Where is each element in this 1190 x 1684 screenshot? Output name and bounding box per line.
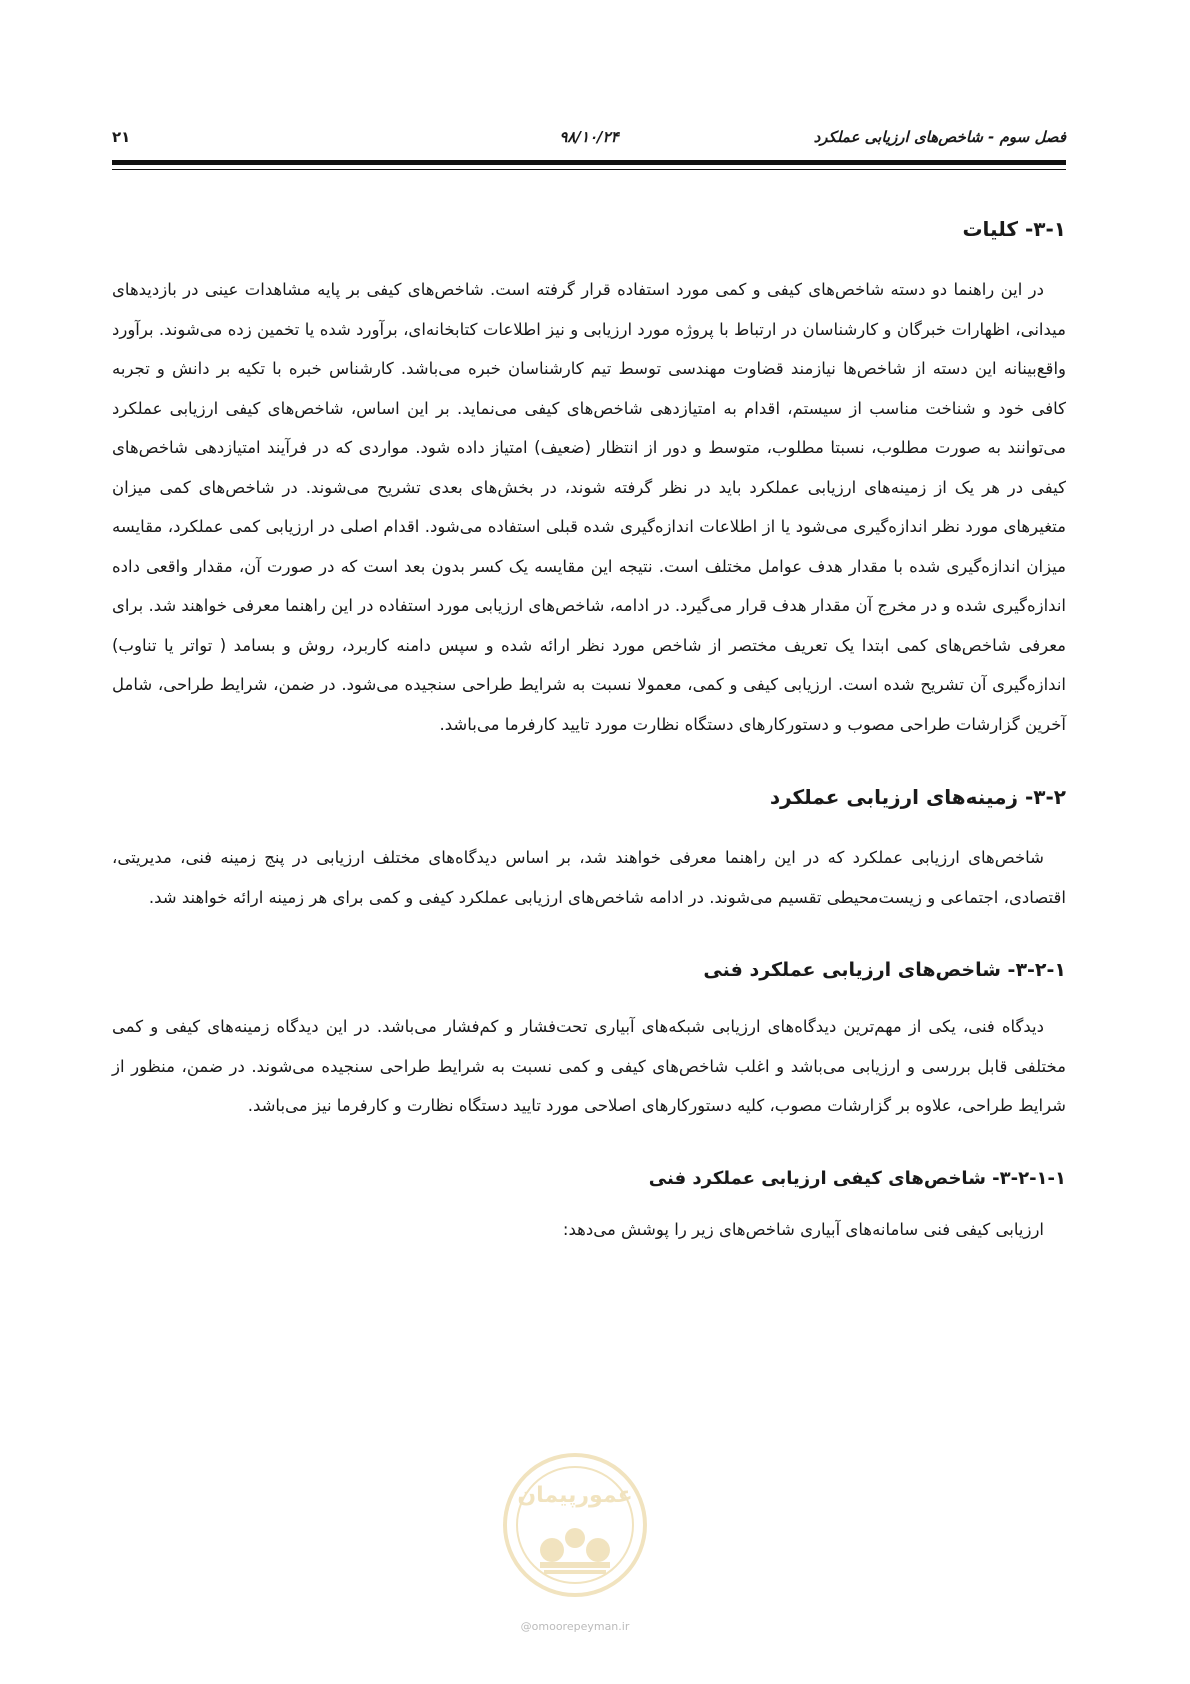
section-heading-evaluation-areas: ۳-۲- زمینه‌های ارزیابی عملکرد (769, 785, 1066, 809)
section-heading-general: ۳-۱- کلیات (962, 217, 1066, 241)
section-paragraph-technical-indicators: دیدگاه فنی، یکی از مهم‌ترین دیدگاه‌های ارزیابی شبکه‌های آبیاری تحت‌فشار و کم‌فشار می‌باشد. در این دیدگاه زمینه‌های کیفی و کمی مختلفی قابل بررسی و ارزیابی می‌باشد و اغلب شاخص‌های کیفی و کمی نسبت به شرایط طراحی سنجیده می‌شوند. در ضمن، منظور از شرایط طراحی، علاوه بر گزارشات مصوب، کلیه دستورکارهای اصلاحی مورد تایید دستگاه نظارت و کارفرما نیز می‌باشد. (112, 1017, 1066, 1115)
section-heading-qualitative-technical: ۳-۲-۱-۱- شاخص‌های کیفی ارزیابی عملکرد فنی (648, 1167, 1066, 1189)
section-paragraph-evaluation-areas: شاخص‌های ارزیابی عملکرد که در این راهنما معرفی خواهند شد، بر اساس دیدگاه‌های مختلف ارزیابی در پنج زمینه فنی، مدیریتی، اقتصادی، اجتماعی و زیست‌محیطی تقسیم می‌شوند. در ادامه شاخص‌های ارزیابی عملکرد کیفی و کمی برای هر زمینه ارائه خواهند شد. (112, 848, 1066, 907)
main-content (112, 214, 1066, 1287)
section-paragraph-general: در این راهنما دو دسته شاخص‌های کیفی و کمی مورد استفاده قرار گرفته است. شاخص‌های کیفی بر پایه مشاهدات عینی در بازدیدهای میدانی، اظهارات خبرگان و کارشناسان در ارتباط با پروژه مورد ارزیابی و نیز اطلاعات کتابخانه‌ای، برآورد شده یا تخمین زده می‌شوند. برآورد واقع‌بینانه این دسته از شاخص‌ها نیازمند قضاوت مهندسی توسط تیم کارشناسان خبره می‌باشد. کارشناس خبره با تکیه بر دانش و تجربه کافی خود و شناخت مناسب از سیستم، اقدام به امتیازدهی شاخص‌های کیفی می‌نماید. بر این اساس، شاخص‌های کیفی ارزیابی عملکرد می‌توانند به صورت مطلوب، نسبتا مطلوب، متوسط و دور از انتظار (ضعیف) امتیاز داده شود. مواردی که در فرآیند امتیازدهی شاخص‌های کیفی در هر یک از زمینه‌های ارزیابی عملکرد باید در نظر گرفته شوند، در بخش‌های بعدی تشریح می‌شوند. در شاخص‌های کمی میزان متغیرهای مورد نظر اندازه‌گیری می‌شود یا از اطلاعات اندازه‌گیری شده قبلی استفاده می‌شود. اقدام اصلی در ارزیابی کمی عملکرد، مقایسه میزان اندازه‌گیری شده با مقدار هدف عوامل مختلف است. نتیجه این مقایسه یک کسر بدون بعد است که در صورت آن، مقدار واقعی داده اندازه‌گیری شده و در مخرج آن مقدار هدف قرار می‌گیرد. در ادامه، شاخص‌های ارزیابی مورد استفاده در این راهنما معرفی خواهند شد. برای معرفی شاخص‌های کمی ابتدا یک تعریف مختصر از شاخص مورد نظر ارائه شده و سپس دامنه کاربرد، روش و بسامد ( تواتر یا تناوب) اندازه‌گیری آن تشریح شده است. ارزیابی کیفی و کمی، معمولا نسبت به شرایط طراحی سنجیده می‌شود. در ضمن، شرایط طراحی، شامل آخرین گزارشات طراحی مصوب و دستورکارهای دستگاه نظارت مورد تایید کارفرما می‌باشد. (112, 280, 1066, 734)
page-number: ۲۱ (112, 128, 131, 146)
header-date: ۹۸/۱۰/۲۴ (559, 128, 619, 146)
section-paragraph-qualitative-technical: ارزیابی کیفی فنی سامانه‌های آبیاری شاخص‌های زیر را پوشش می‌دهد: (562, 1219, 1044, 1239)
chapter-title: فصل سوم - شاخص‌های ارزیابی عملکرد (813, 128, 1066, 146)
watermark-logo (500, 1450, 650, 1600)
header-rule-thin (112, 169, 1066, 170)
page-header (112, 128, 1066, 156)
header-rule-thick (112, 160, 1066, 165)
watermark-text: عمورپیمان (517, 1483, 633, 1508)
section-heading-technical-indicators: ۳-۲-۱- شاخص‌های ارزیابی عملکرد فنی (703, 959, 1066, 981)
watermark-url: @omoorepeyman.ir (520, 1620, 630, 1633)
